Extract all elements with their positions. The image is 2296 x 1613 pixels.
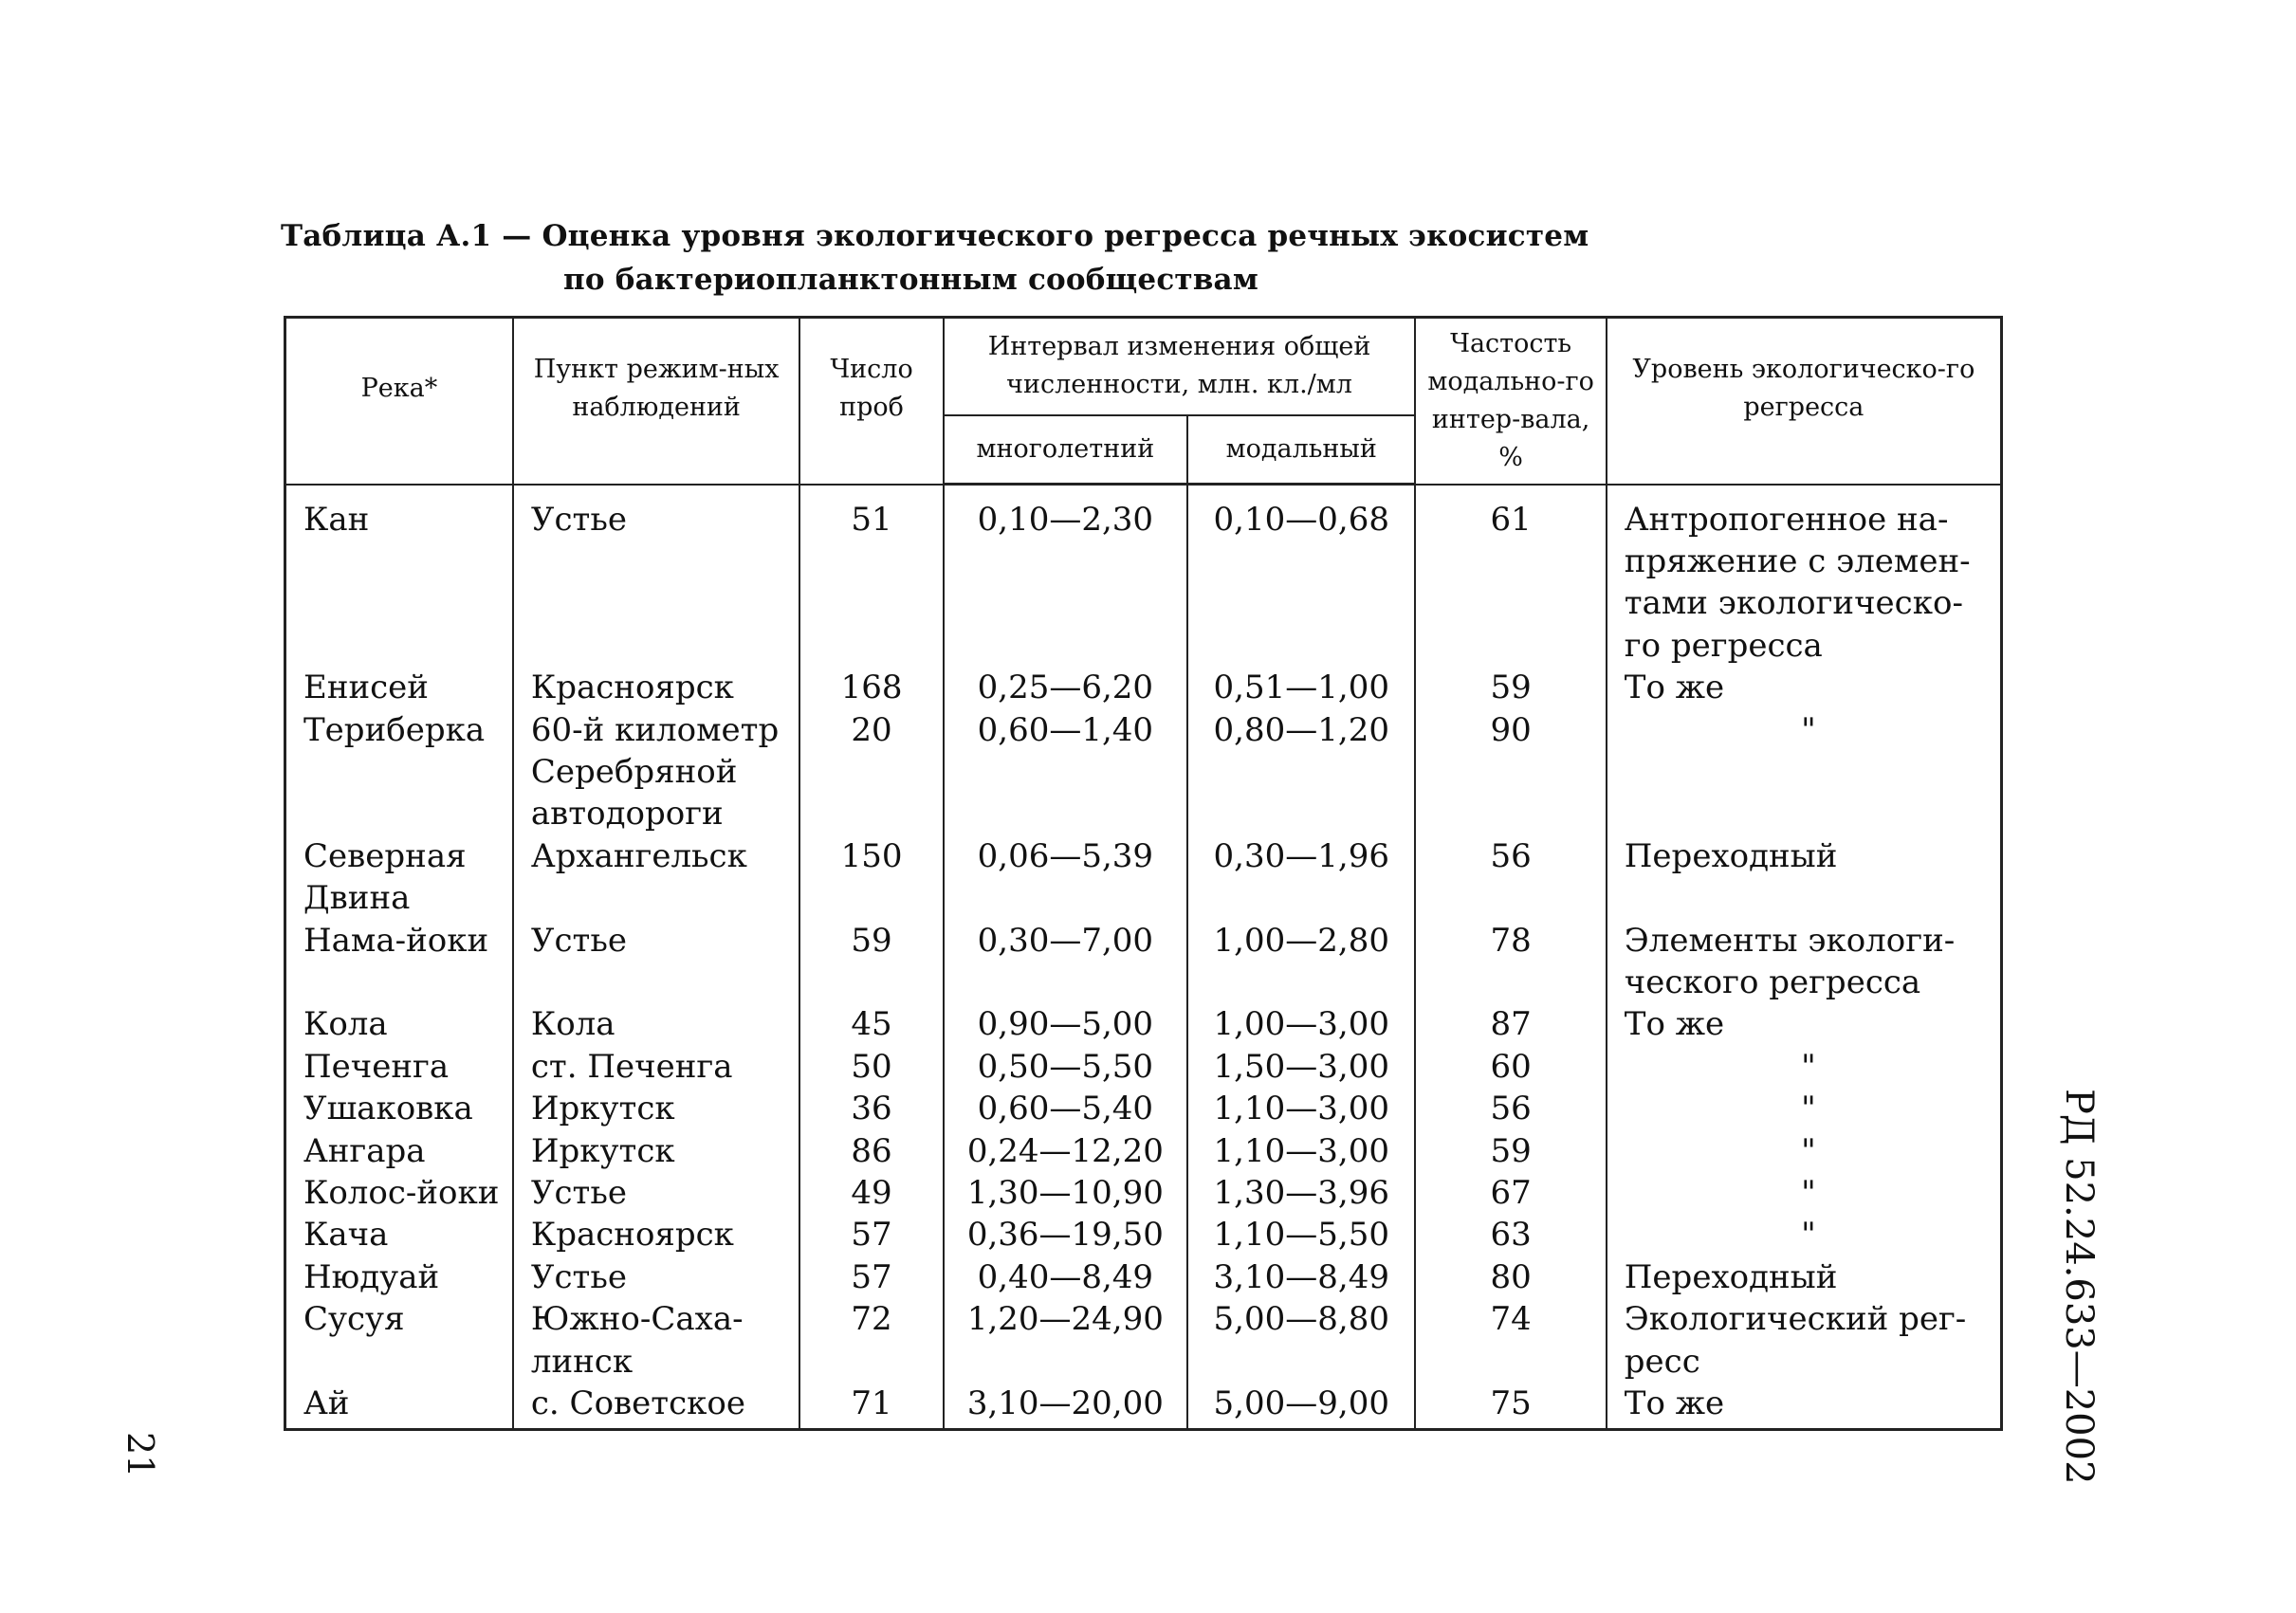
cell-longterm: 0,40—8,49 — [944, 1256, 1187, 1298]
cell-modal: 1,10—3,00 — [1187, 1130, 1415, 1172]
cell-station: Южно-Саха-линск — [513, 1298, 800, 1383]
cell-level: То же — [1607, 667, 2002, 708]
cell-samples: 51 — [799, 485, 943, 668]
regress-table — [284, 316, 2003, 1431]
cell-samples: 57 — [799, 1256, 943, 1298]
cell-level: Переходный — [1607, 1256, 2002, 1298]
table-row — [285, 835, 2002, 920]
cell-station: Красноярск — [513, 667, 800, 708]
cell-station: Кола — [513, 1003, 800, 1045]
cell-samples: 57 — [799, 1214, 943, 1256]
cell-station: Архангельск — [513, 835, 800, 920]
cell-level: То же — [1607, 1003, 2002, 1045]
table-caption — [281, 214, 1703, 302]
cell-level: " — [1607, 709, 2002, 835]
cell-samples: 59 — [799, 920, 943, 1004]
cell-samples: 86 — [799, 1130, 943, 1172]
cell-station: Устье — [513, 1256, 800, 1298]
cell-frequency: 59 — [1415, 667, 1606, 708]
cell-modal: 1,50—3,00 — [1187, 1046, 1415, 1088]
header-station — [513, 318, 800, 485]
cell-modal: 1,10—3,00 — [1187, 1088, 1415, 1129]
cell-frequency: 67 — [1415, 1172, 1606, 1214]
cell-river: Кола — [285, 1003, 513, 1045]
cell-level: " — [1607, 1214, 2002, 1256]
cell-level: " — [1607, 1046, 2002, 1088]
cell-longterm: 0,90—5,00 — [944, 1003, 1187, 1045]
cell-level: Элементы экологи-ческого регресса — [1607, 920, 2002, 1004]
cell-samples: 50 — [799, 1046, 943, 1088]
cell-river: Северная Двина — [285, 835, 513, 920]
cell-river: Ай — [285, 1383, 513, 1430]
header-river — [285, 318, 513, 485]
cell-modal: 0,80—1,20 — [1187, 709, 1415, 835]
cell-frequency: 59 — [1415, 1130, 1606, 1172]
cell-river: Териберка — [285, 709, 513, 835]
cell-river: Нюдуай — [285, 1256, 513, 1298]
cell-modal: 5,00—9,00 — [1187, 1383, 1415, 1430]
table-row — [285, 1172, 2002, 1214]
cell-samples: 20 — [799, 709, 943, 835]
table-row — [285, 667, 2002, 708]
cell-river: Кача — [285, 1214, 513, 1256]
cell-frequency: 74 — [1415, 1298, 1606, 1383]
cell-frequency: 87 — [1415, 1003, 1606, 1045]
cell-station: Устье — [513, 485, 800, 668]
cell-modal: 5,00—8,80 — [1187, 1298, 1415, 1383]
cell-modal: 1,00—3,00 — [1187, 1003, 1415, 1045]
cell-frequency: 56 — [1415, 835, 1606, 920]
cell-frequency: 90 — [1415, 709, 1606, 835]
header-level — [1607, 318, 2002, 485]
table-row — [285, 1383, 2002, 1430]
cell-longterm: 0,30—7,00 — [944, 920, 1187, 1004]
cell-samples: 49 — [799, 1172, 943, 1214]
cell-river: Сусуя — [285, 1298, 513, 1383]
cell-frequency: 80 — [1415, 1256, 1606, 1298]
cell-samples: 168 — [799, 667, 943, 708]
cell-level: " — [1607, 1130, 2002, 1172]
cell-longterm: 0,60—1,40 — [944, 709, 1187, 835]
page-number: 21 — [119, 1432, 161, 1478]
cell-samples: 72 — [799, 1298, 943, 1383]
cell-modal: 3,10—8,49 — [1187, 1256, 1415, 1298]
header-samples — [799, 318, 943, 485]
cell-level: " — [1607, 1172, 2002, 1214]
cell-longterm: 1,20—24,90 — [944, 1298, 1187, 1383]
table-row — [285, 1256, 2002, 1298]
cell-longterm: 0,36—19,50 — [944, 1214, 1187, 1256]
cell-longterm: 0,60—5,40 — [944, 1088, 1187, 1129]
cell-station: Красноярск — [513, 1214, 800, 1256]
header-station-text: Пункт режим-ных наблюдений — [533, 354, 780, 422]
header-samples-text: Число проб — [830, 354, 913, 422]
cell-station: Устье — [513, 920, 800, 1004]
cell-modal: 0,30—1,96 — [1187, 835, 1415, 920]
cell-modal: 1,30—3,96 — [1187, 1172, 1415, 1214]
header-interval-longterm-text: многолетний — [976, 433, 1155, 464]
cell-longterm: 0,06—5,39 — [944, 835, 1187, 920]
cell-river: Колос-йоки — [285, 1172, 513, 1214]
cell-station: с. Советское — [513, 1383, 800, 1430]
cell-river: Нама-йоки — [285, 920, 513, 1004]
cell-river: Ушаковка — [285, 1088, 513, 1129]
cell-samples: 45 — [799, 1003, 943, 1045]
header-interval-modal-text: модальный — [1225, 433, 1377, 464]
cell-station: Иркутск — [513, 1088, 800, 1129]
caption-line-1: Таблица А.1 — Оценка уровня экологического регресса речных экосистем — [281, 219, 1589, 253]
cell-modal: 1,10—5,50 — [1187, 1214, 1415, 1256]
cell-longterm: 0,24—12,20 — [944, 1130, 1187, 1172]
table-row — [285, 485, 2002, 668]
cell-longterm: 1,30—10,90 — [944, 1172, 1187, 1214]
cell-level: То же — [1607, 1383, 2002, 1430]
cell-samples: 150 — [799, 835, 943, 920]
cell-station: Устье — [513, 1172, 800, 1214]
cell-river: Печенга — [285, 1046, 513, 1088]
header-interval-group — [944, 318, 1416, 415]
header-level-text: Уровень экологическо-го регресса — [1632, 354, 1975, 422]
cell-samples: 71 — [799, 1383, 943, 1430]
table-row — [285, 920, 2002, 1004]
table-row — [285, 1130, 2002, 1172]
table-row — [285, 1003, 2002, 1045]
table-row — [285, 1214, 2002, 1256]
table-row — [285, 709, 2002, 835]
table-row — [285, 1298, 2002, 1383]
header-interval-group-text: Интервал изменения общей численности, млн. кл./мл — [987, 332, 1371, 400]
cell-frequency: 60 — [1415, 1046, 1606, 1088]
cell-frequency: 75 — [1415, 1383, 1606, 1430]
table-row — [285, 1088, 2002, 1129]
cell-level: Экологический рег-ресс — [1607, 1298, 2002, 1383]
cell-modal: 1,00—2,80 — [1187, 920, 1415, 1004]
header-frequency — [1415, 318, 1606, 485]
cell-frequency: 63 — [1415, 1214, 1606, 1256]
cell-station: Иркутск — [513, 1130, 800, 1172]
cell-river: Ангара — [285, 1130, 513, 1172]
cell-station: 60-й километр Серебряной автодороги — [513, 709, 800, 835]
cell-frequency: 61 — [1415, 485, 1606, 668]
cell-river: Енисей — [285, 667, 513, 708]
cell-longterm: 0,50—5,50 — [944, 1046, 1187, 1088]
cell-longterm: 0,10—2,30 — [944, 485, 1187, 668]
cell-station: ст. Печенга — [513, 1046, 800, 1088]
header-interval-longterm — [944, 415, 1187, 485]
document-code: РД 52.24.633—2002 — [2057, 1089, 2101, 1485]
cell-river: Кан — [285, 485, 513, 668]
table-row — [285, 1046, 2002, 1088]
caption-line-2: по бактериопланктонным сообществам — [563, 263, 1258, 297]
cell-frequency: 78 — [1415, 920, 1606, 1004]
cell-frequency: 56 — [1415, 1088, 1606, 1129]
cell-level: Переходный — [1607, 835, 2002, 920]
header-interval-modal — [1187, 415, 1415, 485]
cell-longterm: 3,10—20,00 — [944, 1383, 1187, 1430]
cell-modal: 0,10—0,68 — [1187, 485, 1415, 668]
header-river-text: Река* — [360, 373, 438, 403]
cell-level: Антропогенное на-пряжение с элемен-тами экологическо-го регресса — [1607, 485, 2002, 668]
cell-samples: 36 — [799, 1088, 943, 1129]
header-frequency-text: Частость модально-го интер-вала, % — [1427, 328, 1594, 472]
cell-modal: 0,51—1,00 — [1187, 667, 1415, 708]
cell-longterm: 0,25—6,20 — [944, 667, 1187, 708]
cell-level: " — [1607, 1088, 2002, 1129]
